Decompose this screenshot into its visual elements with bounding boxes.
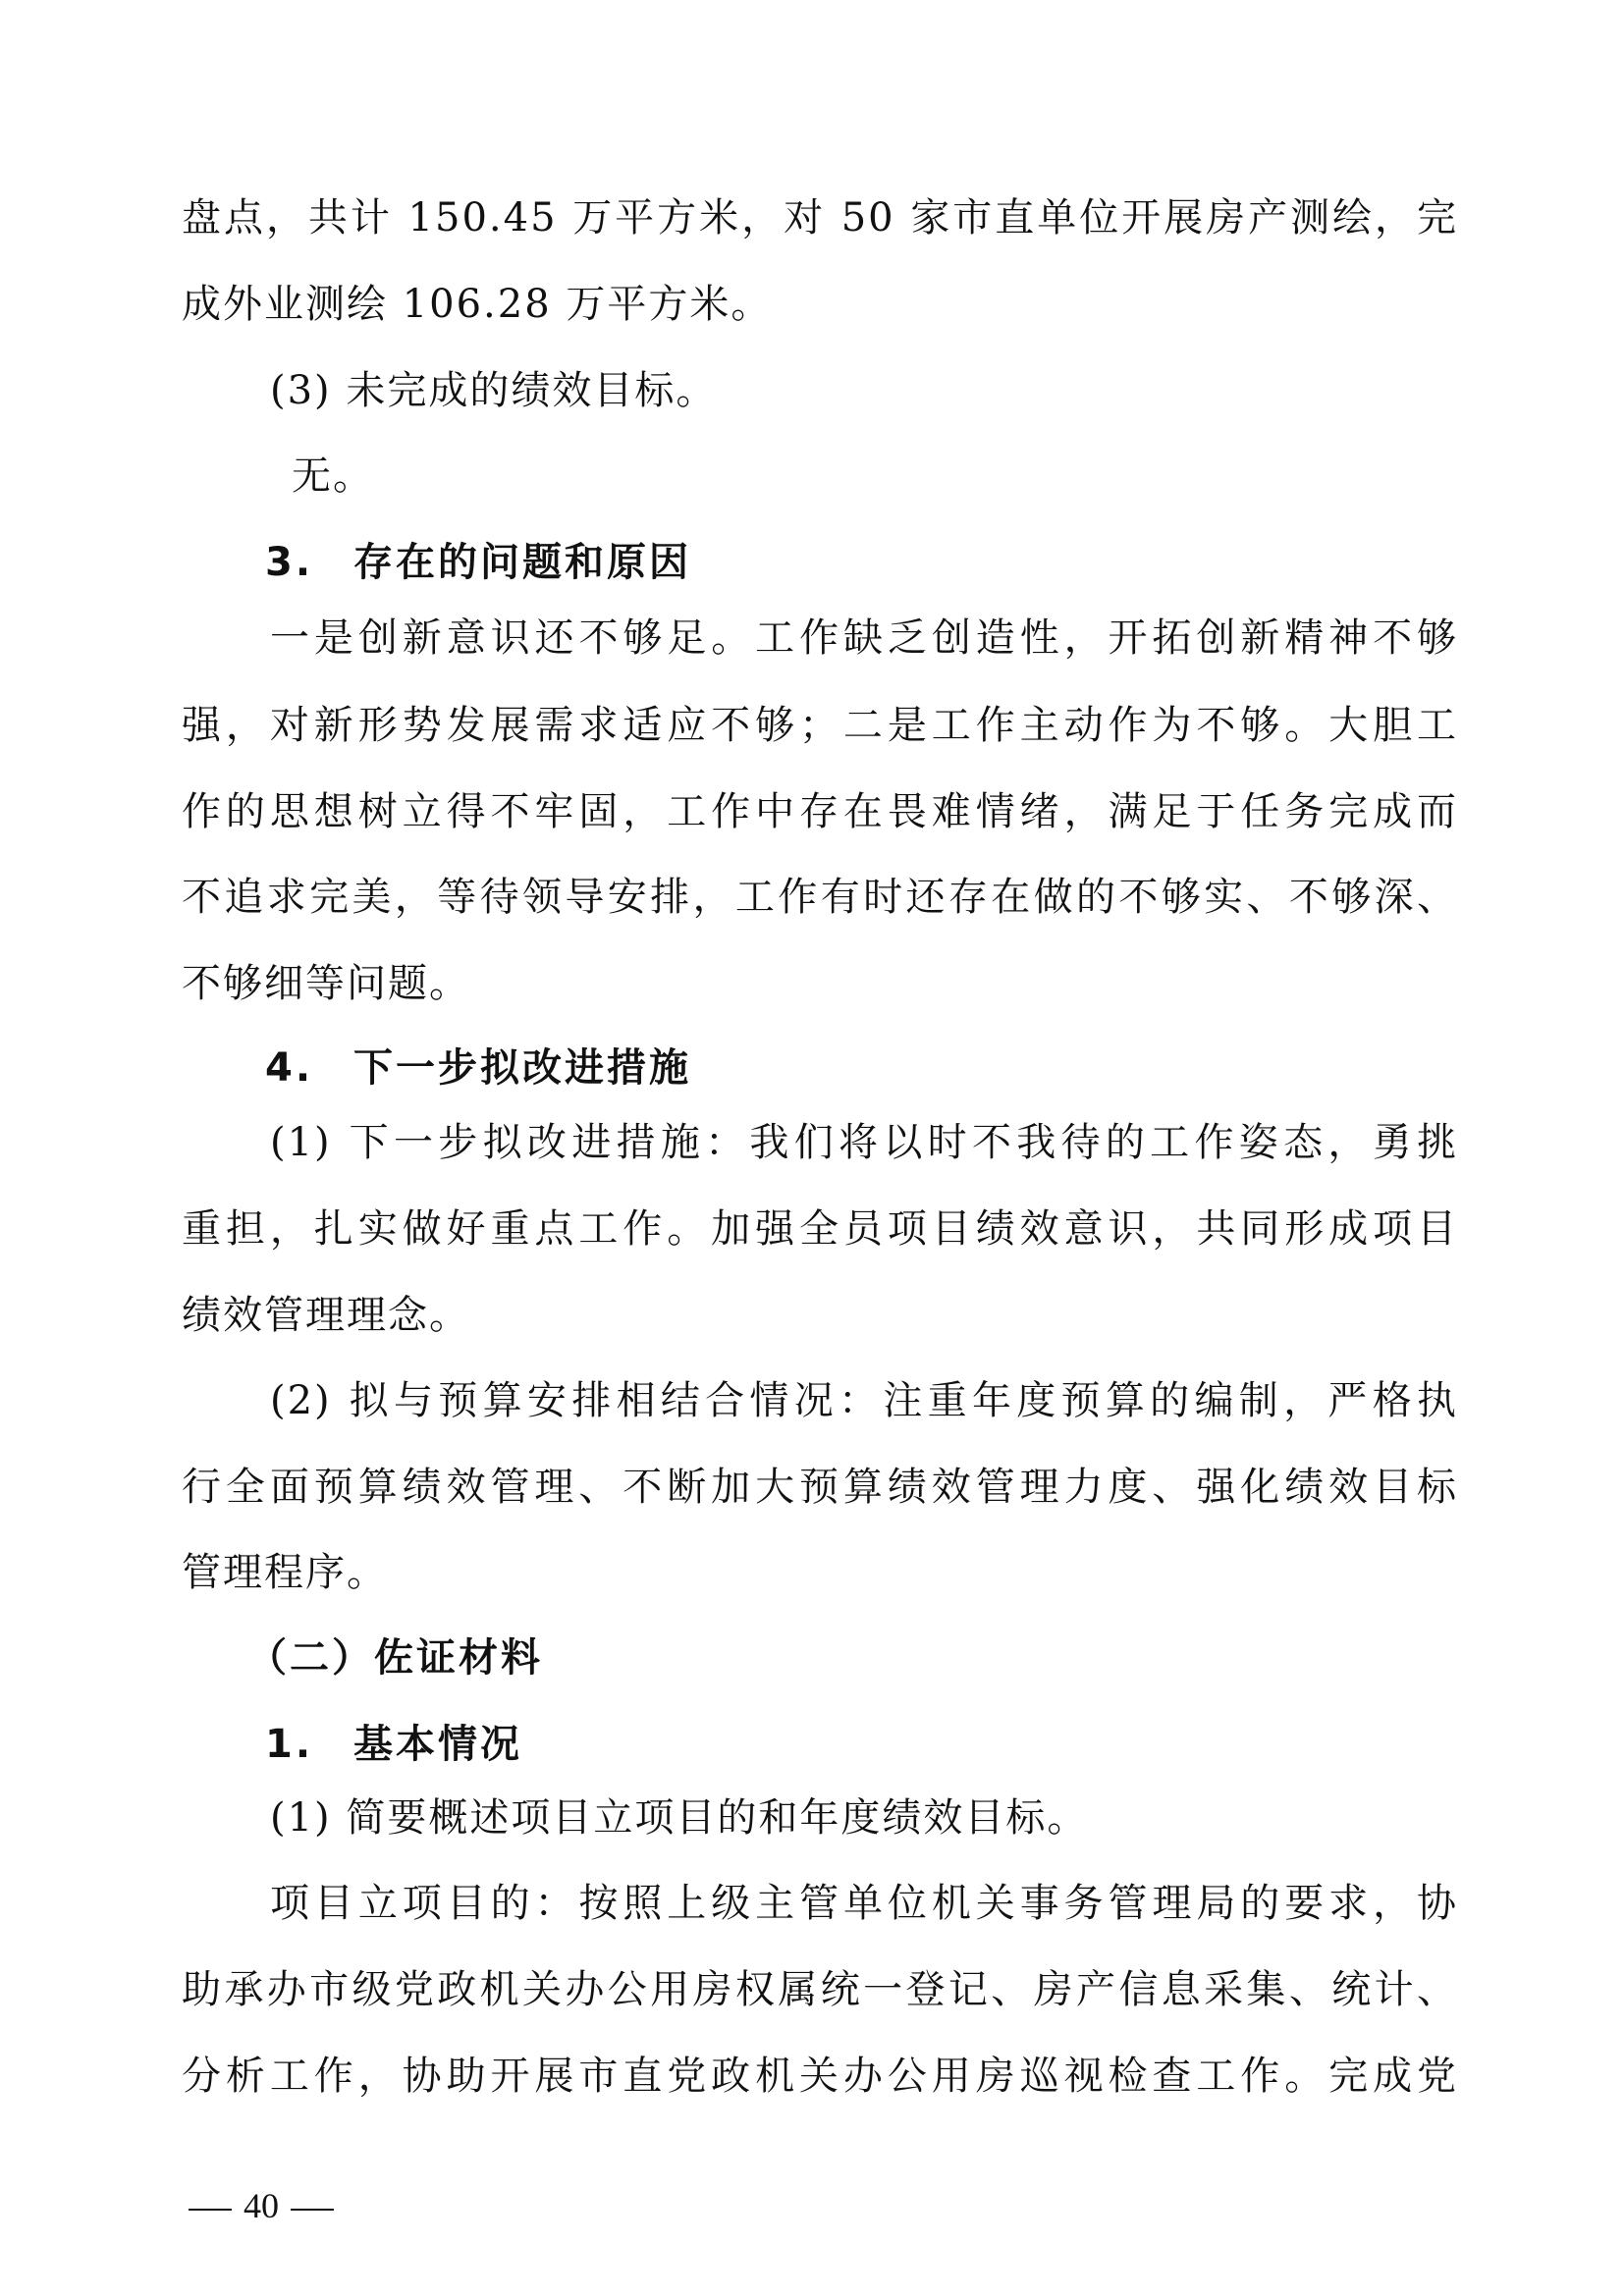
text-line: 行全面预算绩效管理、不断加大预算绩效管理力度、强化绩效目标 (182, 1465, 1458, 1510)
text-line: 助承办市级党政机关办公用房权属统一登记、房产信息采集、统计、 (182, 1967, 1458, 2012)
heading-text: 存在的问题和原因 (353, 540, 691, 585)
text-line: 一是创新意识还不够足。工作缺乏创造性，开拓创新精神不够 (270, 615, 1458, 661)
text-line: (1) 简要概述项目立项目的和年度绩效目标。 (270, 1795, 1089, 1841)
footer-dash-left (189, 2209, 232, 2211)
text-line: 无。 (292, 454, 374, 499)
text-line: 强，对新形势发展需求适应不够；二是工作主动作为不够。大胆工 (182, 703, 1458, 748)
section-heading (265, 1720, 522, 1769)
text-line: 不追求完美，等待领导安排，工作有时还存在做的不够实、不够深、 (182, 875, 1458, 920)
text-line: 重担，扎实做好重点工作。加强全员项目绩效意识，共同形成项目 (182, 1206, 1458, 1252)
footer-dash-right (291, 2209, 334, 2211)
text-line: 管理程序。 (182, 1550, 388, 1595)
text-line: (1) 下一步拟改进措施：我们将以时不我待的工作姿态，勇挑 (270, 1120, 1458, 1165)
section-heading: （二）佐证材料 (247, 1635, 543, 1681)
section-heading (265, 538, 691, 587)
text-line: 作的思想树立得不牢固，工作中存在畏难情绪，满足于任务完成而 (182, 789, 1458, 834)
heading-number: 1. (265, 1722, 314, 1767)
heading-number: 3. (265, 540, 314, 585)
text-line: 项目立项目的：按照上级主管单位机关事务管理局的要求，协 (270, 1881, 1458, 1926)
text-line: 盘点，共计 150.45 万平方米，对 50 家市直单位开展房产测绘，完 (182, 195, 1458, 240)
text-line: (2) 拟与预算安排相结合情况：注重年度预算的编制，严格执 (270, 1378, 1458, 1423)
text-line: 绩效管理理念。 (182, 1293, 470, 1338)
text-line: 不够细等问题。 (182, 961, 470, 1006)
text-line: 成外业测绘 106.28 万平方米。 (182, 282, 773, 327)
page-footer (177, 2184, 346, 2227)
text-line: (3) 未完成的绩效目标。 (270, 368, 718, 413)
heading-text: 基本情况 (353, 1722, 522, 1767)
heading-number: 4. (265, 1045, 314, 1091)
section-heading (265, 1043, 691, 1093)
heading-text: 下一步拟改进措施 (353, 1045, 691, 1091)
page-number: 40 (244, 2186, 279, 2225)
text-line: 分析工作，协助开展市直党政机关办公用房巡视检查工作。完成党 (182, 2054, 1458, 2099)
